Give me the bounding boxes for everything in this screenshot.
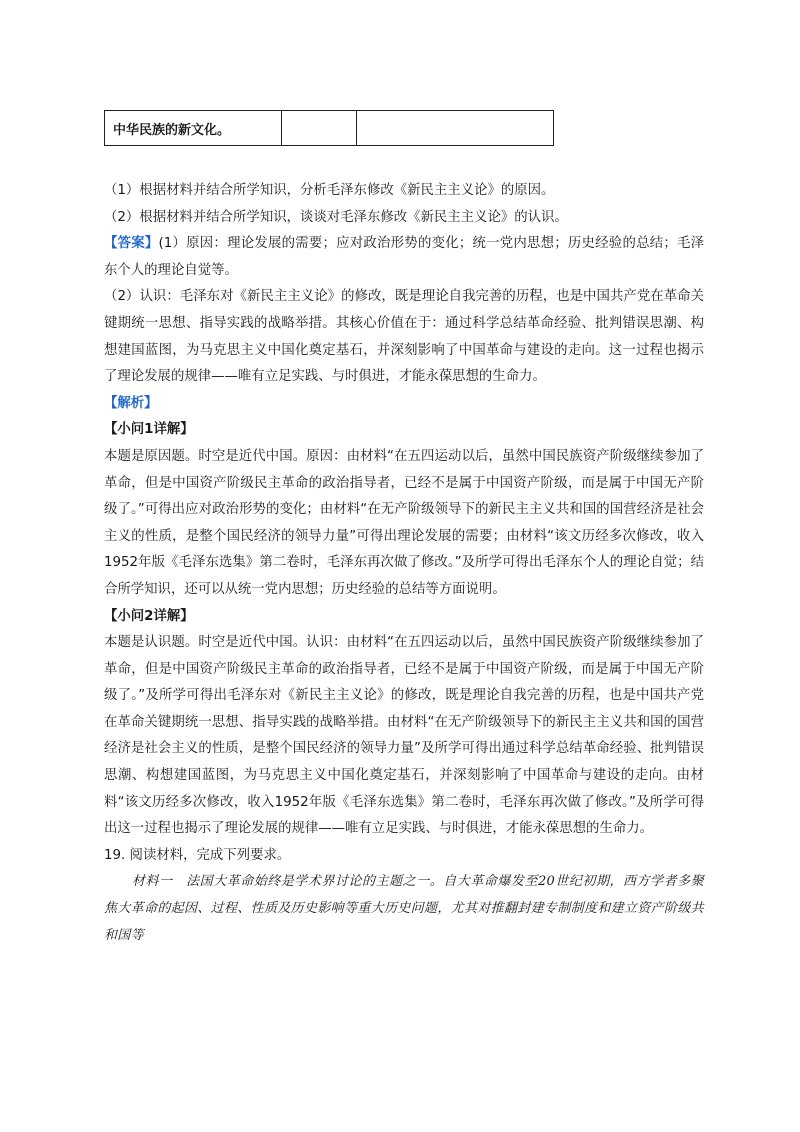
question-2: （2）根据材料并结合所学知识，谈谈对毛泽东修改《新民主主义论》的认识。 xyxy=(104,209,568,225)
table-cell xyxy=(357,111,554,146)
sub2-body: 本题是认识题。时空是近代中国。认识：由材料“在五四运动以后，虽然中国民族资产阶级继续参加了革命，但是中国资产阶级民主革命的政治指导者，已经不是属于中国资产阶级，而是属于中国无产阶级了。”及所学可得出毛泽东对《新民主主义论》的修改，既是理论自我完善的历程，也是中国共产党在革命关键期统一思想、指导实践的战略举措。由材料“在无产阶级领导下的新民主主义共和国的国营经济是社会主义的性质，是整个国民经济的领导力量”及所学可得出通过科学总结革命经验、批判错误思潮、构想建国蓝图，为马克思主义中国化奠定基石，并深刻影响了中国革命与建设的走向。由材料“该文历经多次修改，收入1952年版《毛泽东选集》第二卷时，毛泽东再次做了修改。”及所学可得出这一过程也揭示了理论发展的规律——唯有立足实践、与时俱进，才能永葆思想的生命力。 xyxy=(104,635,704,837)
answer-part-1-text: (1）原因：理论发展的需要；应对政治形势的变化；统一党内思想；历史经验的总结；毛泽东个人的理论自觉等。 xyxy=(104,236,705,278)
sub1-title: 【小问1详解】 xyxy=(104,422,194,438)
answer-part-2: （2）认识：毛泽东对《新民主主义论》的修改，既是理论自我完善的历程，也是中国共产党在革命关键期统一思想、指导实践的战略举措。其核心价值在于：通过科学总结革命经验、批判错误思潮、构想建国蓝图，为马克思主义中国化奠定基石，并深刻影响了中国革命与建设的走向。这一过程也揭示了理论发展的规律——唯有立足实践、与时俱进，才能永葆思想的生命力。 xyxy=(104,289,704,385)
question-19-title: 19. 阅读材料，完成下列要求。 xyxy=(104,847,291,863)
table-cell: 中华民族的新文化。 xyxy=(105,111,282,146)
sub2-title: 【小问2详解】 xyxy=(104,608,194,624)
answer-part-1 xyxy=(104,231,704,284)
sub1-body: 本题是原因题。时空是近代中国。原因：由材料“在五四运动以后，虽然中国民族资产阶级继续参加了革命，但是中国资产阶级民主革命的政治指导者，已经不是属于中国资产阶级，而是属于中国无产阶级了。”可得出应对政治形势的变化；由材料“在无产阶级领导下的新民主主义共和国的国营经济是社会主义的性质，是整个国民经济的领导力量”可得出理论发展的需要；由材料“该文历经多次修改，收入1952年版《毛泽东选集》第二卷时，毛泽东再次做了修改。”及所学可得出毛泽东个人的理论自觉；结合所学知识，还可以从统一党内思想；历史经验的总结等方面说明。 xyxy=(104,448,704,597)
material-1: 材料一 法国大革命始终是学术界讨论的主题之一。自大革命爆发至20世纪初期，西方学者多聚焦大革命的起因、过程、性质及历史影响等重大历史问题，尤其对推翻封建专制制度和建立资产阶级共和国等 xyxy=(104,874,704,943)
answer-table xyxy=(104,110,554,146)
table-cell xyxy=(282,111,357,146)
table-row xyxy=(105,111,554,146)
question-1: （1）根据材料并结合所学知识，分析毛泽东修改《新民主主义论》的原因。 xyxy=(104,183,555,198)
answer-tag: 【答案】 xyxy=(104,236,159,252)
document-body xyxy=(104,178,704,949)
analysis-tag: 【解析】 xyxy=(104,395,158,411)
